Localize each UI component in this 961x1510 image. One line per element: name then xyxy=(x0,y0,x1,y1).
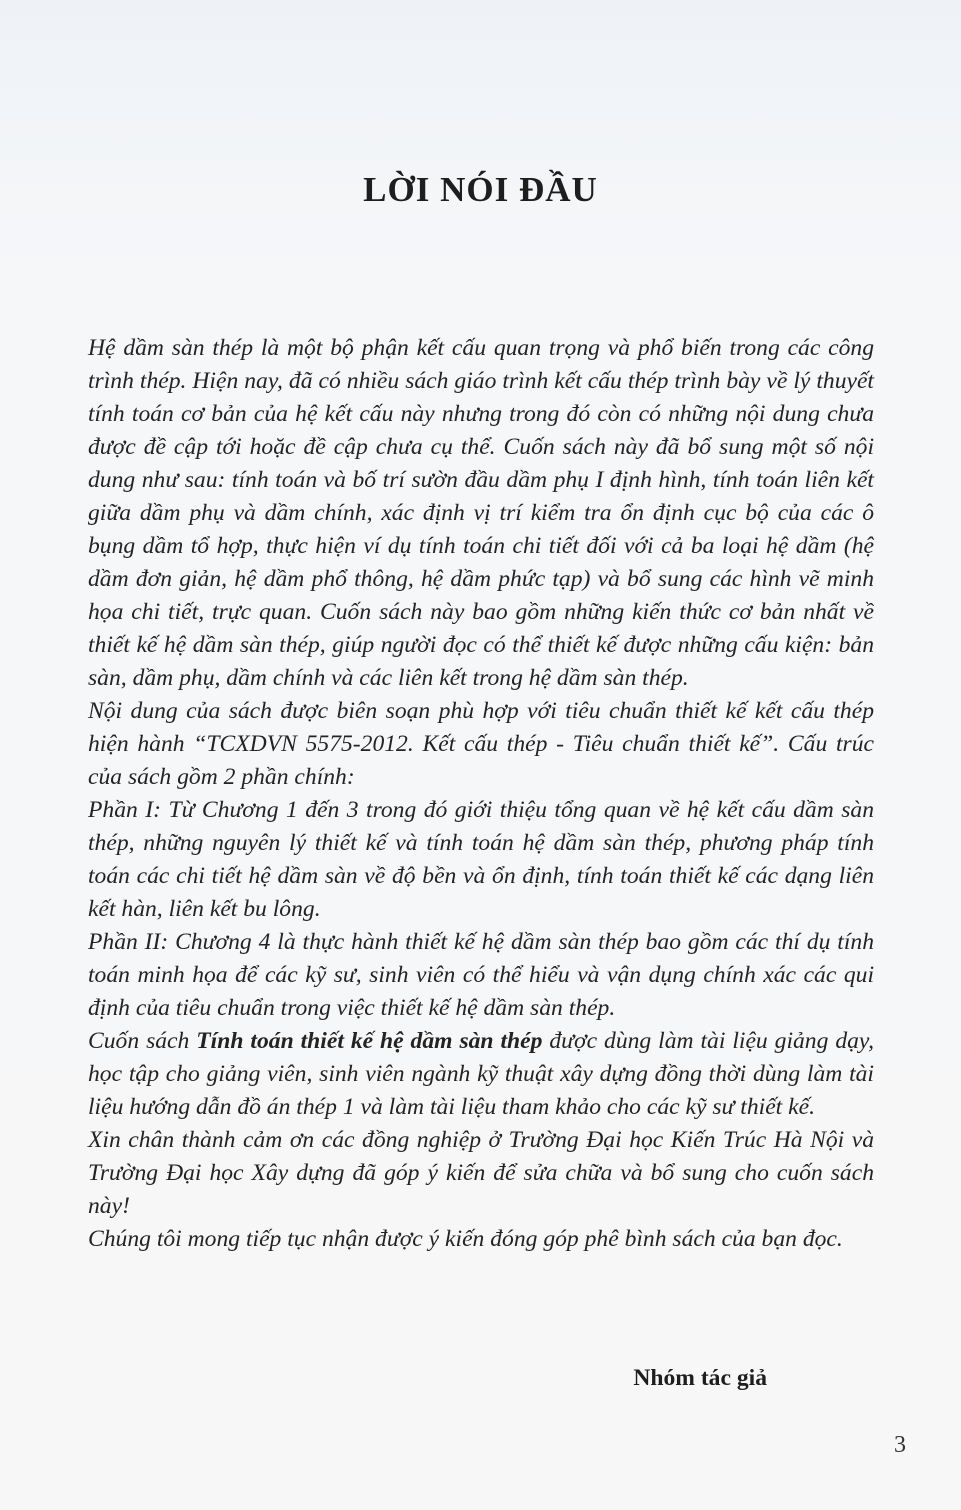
page-title: LỜI NÓI ĐẦU xyxy=(363,170,598,209)
preface-body xyxy=(88,332,874,1256)
paragraph-3: Phần I: Từ Chương 1 đến 3 trong đó giới thiệu tổng quan về hệ kết cấu dầm sàn thép, những nguyên lý thiết kế và tính toán hệ dầm sàn thép, phương pháp tính toán các chi tiết hệ dầm sàn về độ bền và ổn định, tính toán thiết kế các dạng liên kết hàn, liên kết bu lông. xyxy=(88,797,874,922)
paragraph-5 xyxy=(88,1025,874,1124)
paragraph-4: Phần II: Chương 4 là thực hành thiết kế hệ dầm sàn thép bao gồm các thí dụ tính toán minh họa để các kỹ sư, sinh viên có thể hiểu và vận dụng chính xác các qui định của tiêu chuẩn trong việc thiết kế hệ dầm sàn thép. xyxy=(88,929,874,1021)
paragraph-5-post: được dùng làm tài liệu giảng dạy, học tập cho giảng viên, sinh viên ngành kỹ thuật xây dựng đồng thời dùng làm tài liệu hướng dẫn đồ án thép 1 và làm tài liệu tham khảo cho các kỹ sư thiết kế. xyxy=(88,1028,875,1120)
paragraph-1: Hệ dầm sàn thép là một bộ phận kết cấu quan trọng và phổ biến trong các công trình thép. Hiện nay, đã có nhiều sách giáo trình kết cấu thép trình bày về lý thuyết tính toán cơ bản của hệ kết cấu này nhưng trong đó còn có những nội dung chưa được đề cập tới hoặc đề cập chưa cụ thể. Cuốn sách này đã bổ sung một số nội dung như sau: tính toán và bố trí sườn đầu dầm phụ I định hình, tính toán liên kết giữa dầm phụ và dầm chính, xác định vị trí kiểm tra ổn định cục bộ của các ô bụng dầm tổ hợp, thực hiện ví dụ tính toán chi tiết đối với cả ba loại hệ dầm (hệ dầm đơn giản, hệ dầm phổ thông, hệ dầm phức tạp) và bổ sung các hình vẽ minh họa chi tiết, trực quan. Cuốn sách này bao gồm những kiến thức cơ bản nhất về thiết kế hệ dầm sàn thép, giúp người đọc có thể thiết kế được những cấu kiện: bản sàn, dầm phụ, dầm chính và các liên kết trong hệ dầm sàn thép. xyxy=(88,335,874,691)
paragraph-5-pre: Cuốn sách xyxy=(88,1028,197,1054)
page-number: 3 xyxy=(894,1432,906,1458)
book-title-emphasis: Tính toán thiết kế hệ dầm sàn thép xyxy=(196,1028,543,1054)
paragraph-7: Chúng tôi mong tiếp tục nhận được ý kiến đóng góp phê bình sách của bạn đọc. xyxy=(88,1226,843,1252)
paragraph-6: Xin chân thành cảm ơn các đồng nghiệp ở Trường Đại học Kiến Trúc Hà Nội và Trường Đại học Xây dựng đã góp ý kiến để sửa chữa và bổ sung cho cuốn sách này! xyxy=(88,1127,874,1219)
author-signature: Nhóm tác giả xyxy=(633,1365,767,1391)
paragraph-2: Nội dung của sách được biên soạn phù hợp với tiêu chuẩn thiết kế kết cấu thép hiện hành “TCXDVN 5575-2012. Kết cấu thép - Tiêu chuẩn thiết kế”. Cấu trúc của sách gồm 2 phần chính: xyxy=(88,698,874,790)
